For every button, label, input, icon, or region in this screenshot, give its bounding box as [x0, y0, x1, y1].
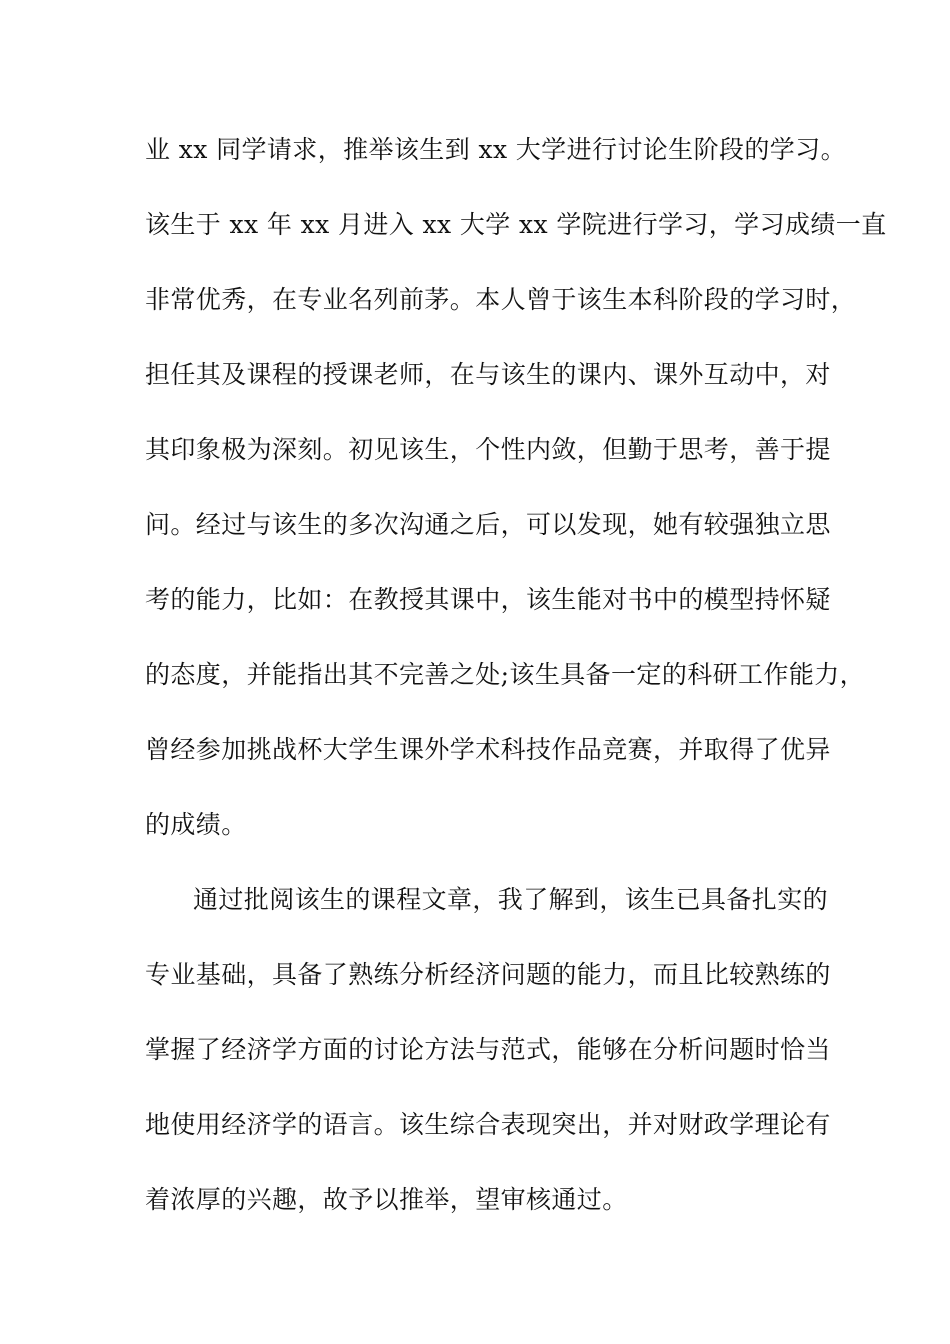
text-line: 其印象极为深刻。初见该生，个性内敛，但勤于思考，善于提 — [145, 435, 831, 464]
paragraph-first-line: 通过批阅该生的课程文章，我了解到，该生已具备扎实的 — [193, 885, 829, 914]
text-line: 专业基础，具备了熟练分析经济问题的能力，而且比较熟练的 — [145, 960, 831, 989]
text-line: 地使用经济学的语言。该生综合表现突出，并对财政学理论有 — [145, 1110, 831, 1139]
text-line: 担任其及课程的授课老师，在与该生的课内、课外互动中，对 — [145, 360, 831, 389]
text-line: 的成绩。 — [145, 810, 247, 839]
text-line: 业 xx 同学请求，推举该生到 xx 大学进行讨论生阶段的学习。 — [145, 135, 846, 164]
text-line: 着浓厚的兴趣，故予以推举，望审核通过。 — [145, 1185, 628, 1214]
text-line: 该生于 xx 年 xx 月进入 xx 大学 xx 学院进行学习，学习成绩一直 — [145, 210, 887, 239]
text-line: 的态度，并能指出其不完善之处;该生具备一定的科研工作能力， — [145, 660, 866, 689]
text-line: 考的能力，比如：在教授其课中，该生能对书中的模型持怀疑 — [145, 585, 831, 614]
text-line: 非常优秀，在专业名列前茅。本人曾于该生本科阶段的学习时， — [145, 285, 857, 314]
text-line: 曾经参加挑战杯大学生课外学术科技作品竞赛，并取得了优异 — [145, 735, 831, 764]
text-line: 问。经过与该生的多次沟通之后，可以发现，她有较强独立思 — [145, 510, 831, 539]
text-line: 掌握了经济学方面的讨论方法与范式，能够在分析问题时恰当 — [145, 1035, 831, 1064]
